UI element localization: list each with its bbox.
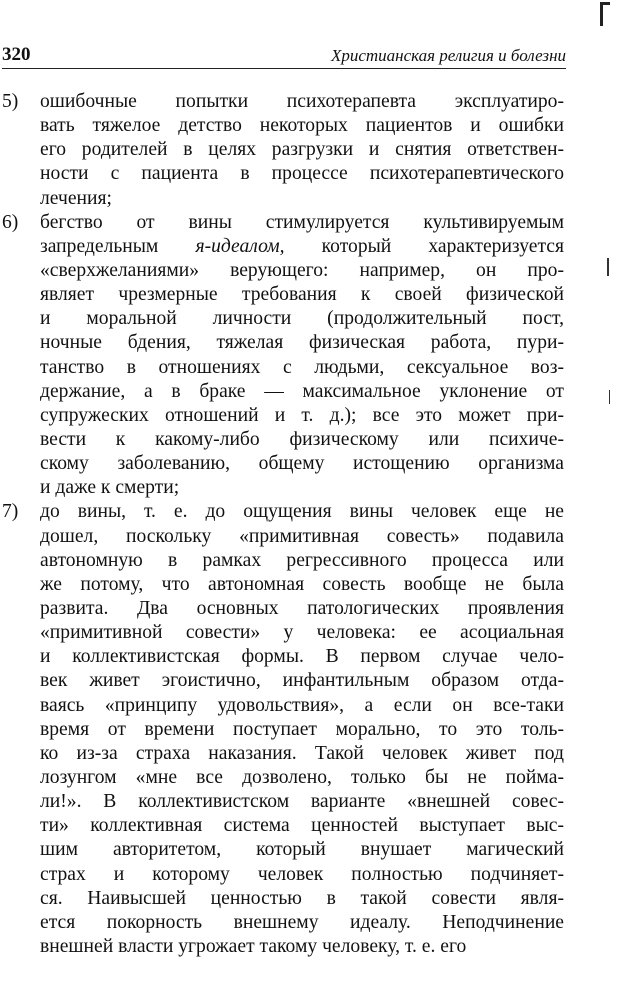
- text-line: [40, 428, 564, 452]
- list-item-number: 5): [2, 91, 19, 112]
- text-line: [40, 235, 564, 259]
- text-segment: вести к какому-либо физическому или психиче-: [40, 428, 564, 450]
- text-line: [40, 694, 564, 718]
- text-segment: ется покорность внешнему идеалу. Неподчинение: [40, 911, 564, 933]
- text-line: [40, 911, 564, 935]
- text-line: [40, 500, 564, 524]
- text-segment: скому заболеванию, общему истощению организма: [40, 453, 564, 475]
- text-segment: являет чрезмерные требования к своей физической: [40, 284, 564, 306]
- text-line: [40, 307, 564, 331]
- text-segment: дошел, поскольку «примитивная совесть» подавила: [40, 525, 564, 547]
- text-segment: внешней власти угрожает такому человеку, т. е. его: [40, 935, 467, 957]
- list-item: [2, 90, 564, 211]
- text-segment: страх и которому человек полностью подчиняет-: [40, 863, 564, 885]
- text-segment: его родителей в целях разгрузки и снятия ответствен-: [40, 139, 564, 161]
- text-segment: лечения;: [40, 187, 112, 209]
- text-line: [40, 935, 564, 959]
- text-segment: и даже к смерти;: [40, 477, 180, 499]
- text-line: [40, 380, 564, 404]
- text-line: [40, 814, 564, 838]
- text-line: [40, 549, 564, 573]
- text-segment: лозунгом «мне все дозволено, только бы не поймa-: [40, 766, 564, 788]
- italic-term: я-идеалом,: [195, 235, 285, 257]
- text-segment: до вины, т. е. до ощущения вины человек еще не: [40, 501, 564, 523]
- text-line: [40, 331, 564, 355]
- text-segment: танство в отношениях с людьми, сексуальное воз-: [40, 356, 564, 378]
- text-segment: время от времени поступает морально, то это толь-: [40, 718, 564, 740]
- crop-mark: [600, 2, 610, 26]
- text-line: [40, 863, 564, 887]
- list-item: [2, 211, 564, 501]
- text-segment: вать тяжелое детство некоторых пациентов и ошибки: [40, 115, 564, 137]
- list-item: [2, 500, 564, 959]
- text-line: [40, 742, 564, 766]
- text-line: [40, 621, 564, 645]
- running-title: Христианская религия и болезни: [330, 46, 566, 65]
- text-line: [40, 476, 564, 500]
- margin-mark: [607, 258, 609, 276]
- text-line: [40, 259, 564, 283]
- text-line: [40, 162, 564, 186]
- text-segment: запредельным: [40, 235, 196, 257]
- text-line: [40, 718, 564, 742]
- page-number: 320: [2, 44, 31, 65]
- text-segment: «примитивной совести» у человека: ее асоциальная: [40, 622, 564, 644]
- text-segment: бегство от вины стимулируется культивируемым: [40, 211, 564, 233]
- text-line: [40, 114, 564, 138]
- text-line: [40, 669, 564, 693]
- text-segment: ночные бдения, тяжелая физическая работа, пури-: [40, 332, 564, 354]
- list-item-number: 7): [2, 501, 19, 523]
- text-segment: ности с пациента в процессе психотерапевтического: [40, 163, 564, 185]
- text-line: [40, 573, 564, 597]
- text-segment: и коллективистская формы. В первом случае чело-: [40, 646, 564, 668]
- text-line: [40, 404, 564, 428]
- text-segment: ти» коллективная система ценностей выступает выс-: [40, 815, 564, 837]
- text-segment: который характеризуется: [284, 235, 565, 257]
- text-line: [40, 645, 564, 669]
- text-line: [40, 525, 564, 549]
- text-line: [40, 187, 564, 211]
- text-line: [40, 211, 564, 235]
- text-segment: «сверхжеланиями» верующего: например, он про-: [40, 259, 564, 281]
- list-item-number: 6): [2, 211, 19, 233]
- text-line: [40, 766, 564, 790]
- text-segment: развита. Два основных патологических проявления: [40, 597, 564, 619]
- text-line: [40, 452, 564, 476]
- text-line: [40, 356, 564, 380]
- text-segment: же потому, что автономная совесть вообще не была: [40, 573, 564, 595]
- text-line: [40, 90, 564, 114]
- text-line: [40, 838, 564, 862]
- text-segment: век живет эгоистично, инфантильным образом отда-: [40, 670, 564, 692]
- text-segment: шим авторитетом, который внушает магический: [40, 839, 564, 861]
- text-line: [40, 283, 564, 307]
- text-segment: ли!». В коллективистском варианте «внешней совес-: [40, 791, 564, 813]
- body-text: [2, 90, 564, 959]
- text-segment: ко из-за страха наказания. Такой человек живет под: [40, 742, 564, 764]
- text-line: [40, 887, 564, 911]
- text-line: [40, 790, 564, 814]
- text-segment: ся. Наивысшей ценностью в такой совести явля-: [40, 887, 564, 909]
- text-line: [40, 597, 564, 621]
- text-segment: держание, а в браке — максимальное уклонение от: [40, 380, 564, 402]
- page-header: [2, 40, 566, 69]
- margin-mark: [609, 390, 610, 404]
- text-segment: автономную в рамках регрессивного процесса или: [40, 549, 564, 571]
- text-segment: и моральной личности (продолжительный пост,: [40, 308, 564, 330]
- text-segment: ваясь «принципу удовольствия», а если он все-таки: [40, 694, 564, 716]
- text-segment: супружеских отношений и т. д.); все это может при-: [40, 404, 564, 426]
- text-line: [40, 138, 564, 162]
- text-segment: ошибочные попытки психотерапевта эксплуатиро-: [40, 91, 564, 112]
